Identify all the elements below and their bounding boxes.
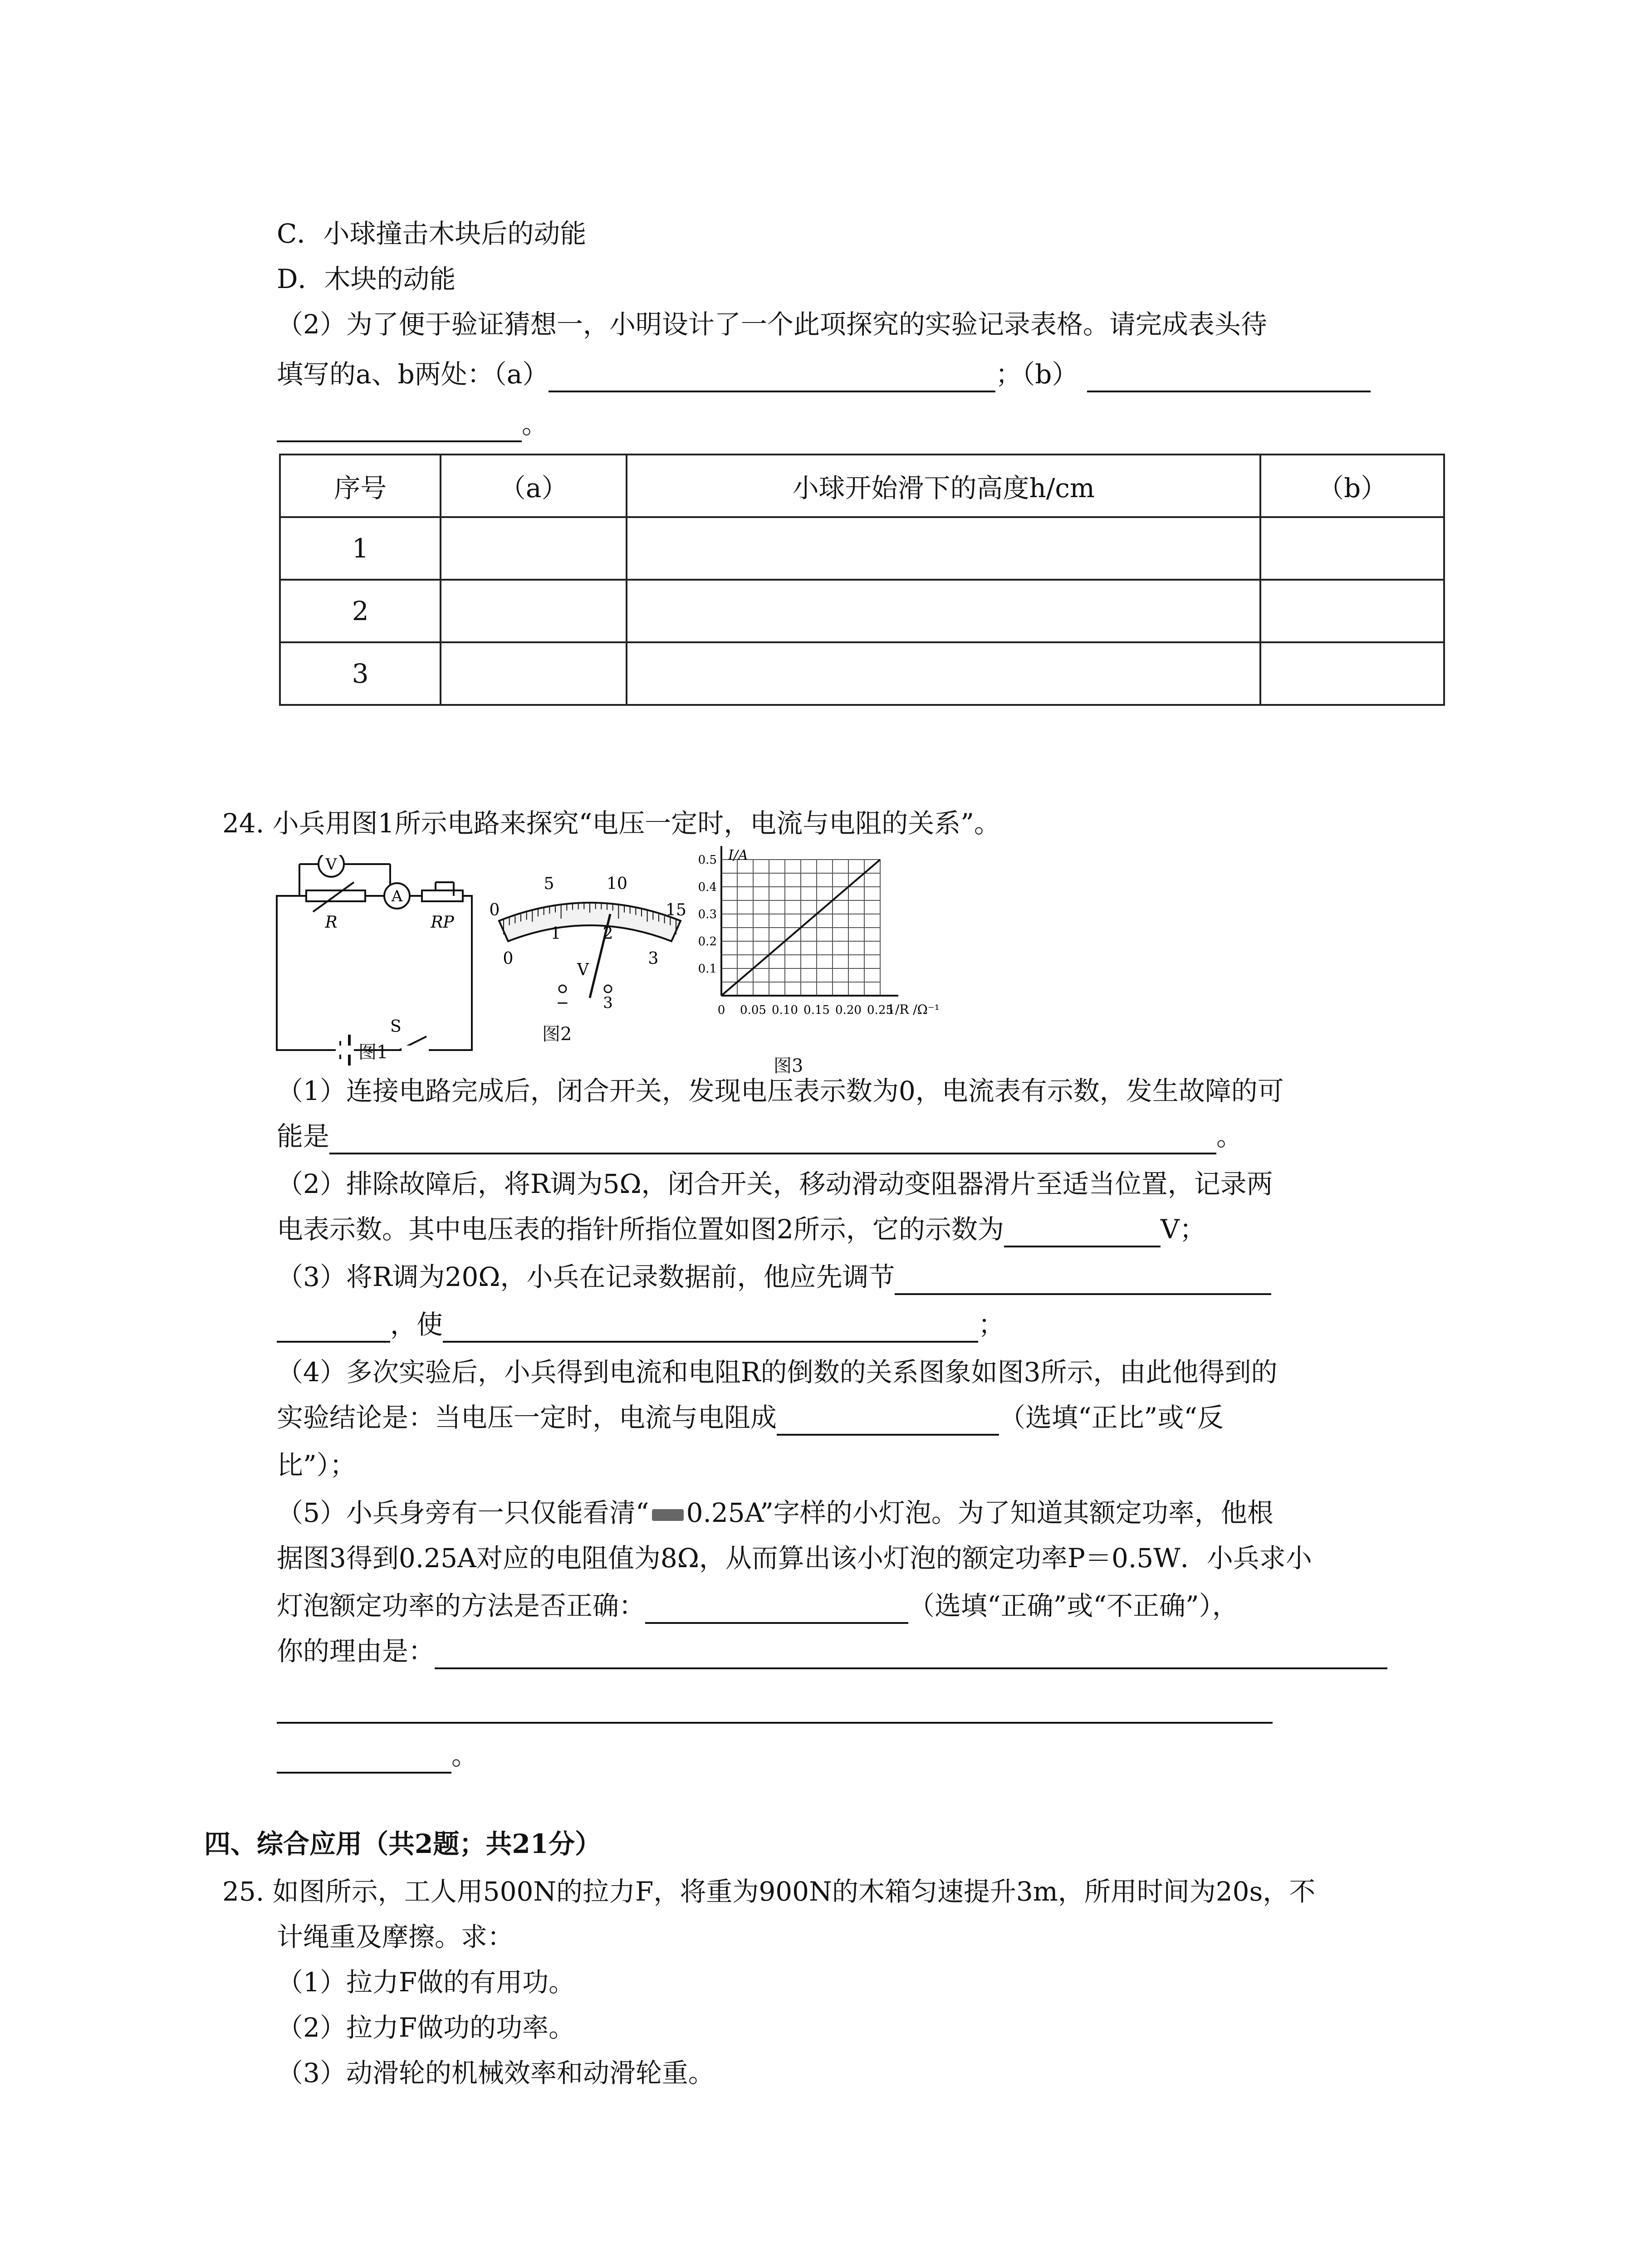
section-heading: 四、综合应用（共2题；共21分）	[204, 1828, 602, 1859]
q24-s5-line4	[277, 1633, 1387, 1669]
q23-sub2-line3	[277, 406, 548, 442]
table-row	[280, 517, 1444, 580]
fig2-caption: 图2	[542, 1024, 572, 1045]
answer-blank-adjust[interactable]	[895, 1266, 1271, 1295]
dial-upper-tick: 0	[489, 901, 500, 919]
table-cell: 1	[280, 517, 441, 580]
q24-s3-line2	[277, 1306, 1004, 1343]
table-cell: 3	[280, 642, 441, 705]
fig1-switch-label: S	[390, 1017, 402, 1036]
q23-sub2-line1: （2）为了便于验证猜想一，小明设计了一个此项探究的实验记录表格。请完成表头待	[277, 309, 1267, 340]
table-header-cell: 小球开始滑下的高度h/cm	[627, 455, 1261, 517]
y-tick-label: 0.2	[698, 935, 717, 948]
q24-s5-prompt: 灯泡额定功率的方法是否正确：	[277, 1590, 646, 1621]
answer-blank-reason[interactable]	[435, 1640, 1387, 1669]
answer-blank-b-cont[interactable]	[277, 413, 522, 442]
q24-s5-line3	[277, 1588, 1239, 1624]
table-header-cell[interactable]: （a）	[441, 455, 627, 517]
q24-s5-end: 。	[451, 1740, 478, 1771]
q24-s4-prompt: 实验结论是：当电压一定时，电流与电阻成	[277, 1402, 777, 1433]
table-header-cell: 序号	[280, 455, 441, 517]
table-cell[interactable]	[1260, 517, 1444, 580]
dial-upper-tick: 5	[544, 875, 554, 893]
q24-s5-hint: （选填“正确”或“不正确”），	[908, 1590, 1239, 1621]
fig1-caption: 图1	[358, 1042, 388, 1063]
q24-s4-line2	[277, 1399, 1224, 1436]
q24-s2-prompt: 电表示数。其中电压表的指针所指位置如图2所示，它的示数为	[277, 1214, 1004, 1245]
table-cell[interactable]	[627, 580, 1261, 642]
blurred-label-icon	[652, 1509, 684, 1521]
q24-s5-line5	[277, 1687, 1273, 1724]
terminal-minus-label: −	[556, 994, 569, 1012]
q24-s3-end: ；	[978, 1309, 1005, 1340]
dial-lower-tick: 0	[503, 949, 514, 968]
x-tick-label: 0	[717, 1003, 725, 1017]
answer-blank-fault[interactable]	[329, 1125, 1216, 1154]
dial-lower-tick: 2	[603, 924, 613, 943]
q24-s2-line1: （2）排除故障后，将R调为5Ω，闭合开关，移动滑动变阻器滑片至适当位置，记录两	[277, 1168, 1273, 1199]
q24-s4-line3: 比”）；	[277, 1450, 356, 1481]
q24-s5-text-b: 0.25A”字样的小灯泡。为了知道其额定功率，他根	[686, 1497, 1274, 1528]
table-cell[interactable]	[1260, 642, 1444, 705]
q24-s5-line6	[277, 1737, 478, 1774]
q23-sub2-end: 。	[522, 409, 549, 440]
q25-s3: （3）动滑轮的机械效率和动滑轮重。	[277, 2058, 715, 2088]
figure-2-voltmeter	[481, 862, 699, 1012]
q25-s1: （1）拉力F做的有用功。	[277, 1967, 575, 1998]
answer-blank-correct[interactable]	[645, 1595, 908, 1624]
q24-s1-line1: （1）连接电路完成后，闭合开关，发现电压表示数为0，电流表有示数，发生故障的可	[277, 1075, 1284, 1106]
option-d: D．木块的动能	[277, 264, 456, 294]
answer-blank-relation[interactable]	[777, 1407, 999, 1436]
table-header-cell[interactable]: （b）	[1260, 455, 1444, 517]
x-tick-label: 0.05	[740, 1003, 766, 1017]
dial-upper-tick: 15	[666, 901, 686, 919]
q24-stem: 24. 小兵用图1所示电路来探究“电压一定时，电流与电阻的关系”。	[222, 808, 1000, 839]
x-tick-label: 0.25	[867, 1003, 893, 1017]
y-tick-label: 0.1	[698, 962, 717, 976]
q24-s3-line1	[277, 1259, 1271, 1295]
table-row	[280, 642, 1444, 705]
x-tick-label: 0.10	[772, 1003, 798, 1017]
q23-sub2-line2	[277, 356, 1371, 392]
option-c: C．小球撞击木块后的动能	[277, 218, 587, 249]
q25-s2: （2）拉力F做功的功率。	[277, 2012, 575, 2043]
answer-blank-a[interactable]	[549, 363, 995, 392]
q24-s1-end: 。	[1216, 1121, 1243, 1152]
terminal-3-label: 3	[603, 994, 613, 1012]
fig3-ylabel: I/A	[728, 847, 748, 863]
fig3-caption: 图3	[774, 1056, 803, 1076]
answer-blank-reason-cont2[interactable]	[277, 1745, 451, 1774]
q24-s4-hint: （选填“正比”或“反	[999, 1402, 1224, 1433]
q24-s2-line2	[277, 1211, 1206, 1247]
dial-upper-tick: 10	[607, 875, 627, 893]
q23-sub2-sep: ；（b）	[995, 359, 1078, 390]
answer-blank-purpose[interactable]	[443, 1314, 978, 1343]
record-table	[279, 454, 1445, 706]
q25-line1: 25. 如图所示，工人用500N的拉力F，将重为900N的木箱匀速提升3m，所用时间为20s，不	[222, 1876, 1316, 1907]
fig1-resistor-label: R	[325, 913, 338, 932]
q24-s1-line2	[277, 1118, 1243, 1154]
table-cell: 2	[280, 580, 441, 642]
dial-lower-tick: 3	[648, 949, 659, 968]
q24-s5-line1	[277, 1495, 1274, 1531]
x-tick-label: 0.15	[803, 1003, 830, 1017]
x-tick-label: 0.20	[835, 1003, 862, 1017]
q24-s3-mid: ，使	[390, 1309, 443, 1340]
q24-s5-text-a: （5）小兵身旁有一只仅能看清“	[277, 1497, 649, 1528]
fig1-voltmeter-label: V	[325, 855, 337, 874]
dial-lower-tick: 1	[550, 924, 561, 943]
table-cell[interactable]	[441, 642, 627, 705]
table-cell[interactable]	[441, 580, 627, 642]
table-cell[interactable]	[627, 642, 1261, 705]
q24-s5-line2: 据图3得到0.25A对应的电阻值为8Ω，从而算出该小灯泡的额定功率P＝0.5W．小兵求小	[277, 1543, 1312, 1574]
q24-s5-reason-prompt: 你的理由是：	[277, 1636, 435, 1667]
q24-s3-prompt: （3）将R调为20Ω，小兵在记录数据前，他应先调节	[277, 1261, 895, 1292]
q24-s4-line1: （4）多次实验后，小兵得到电流和电阻R的倒数的关系图象如图3所示，由此他得到的	[277, 1357, 1278, 1388]
q24-s1-prompt: 能是	[277, 1121, 330, 1152]
fig3-xlabel: 1/R /Ω⁻¹	[887, 1002, 940, 1017]
answer-blank-adjust-cont[interactable]	[277, 1314, 390, 1343]
q23-sub2-prompt: 填写的a、b两处：（a）	[277, 359, 549, 390]
answer-blank-voltage[interactable]	[1004, 1218, 1161, 1247]
answer-blank-reason-cont[interactable]	[277, 1695, 1273, 1724]
table-cell[interactable]	[627, 517, 1261, 580]
table-cell[interactable]	[1260, 580, 1444, 642]
y-tick-label: 0.3	[698, 908, 717, 921]
fig1-ammeter-label: A	[391, 887, 403, 905]
table-header-row	[280, 455, 1444, 517]
q24-s2-unit: V；	[1160, 1214, 1206, 1245]
y-tick-label: 0.5	[698, 853, 717, 867]
q25-line2: 计绳重及摩擦。求：	[277, 1921, 514, 1952]
dial-unit-label: V	[577, 961, 589, 979]
fig1-rheostat-label: RP	[431, 913, 454, 932]
y-tick-label: 0.4	[698, 880, 717, 894]
table-row	[280, 580, 1444, 642]
table-cell[interactable]	[441, 517, 627, 580]
figure-3-chart	[694, 846, 985, 1059]
answer-blank-b[interactable]	[1087, 363, 1371, 392]
